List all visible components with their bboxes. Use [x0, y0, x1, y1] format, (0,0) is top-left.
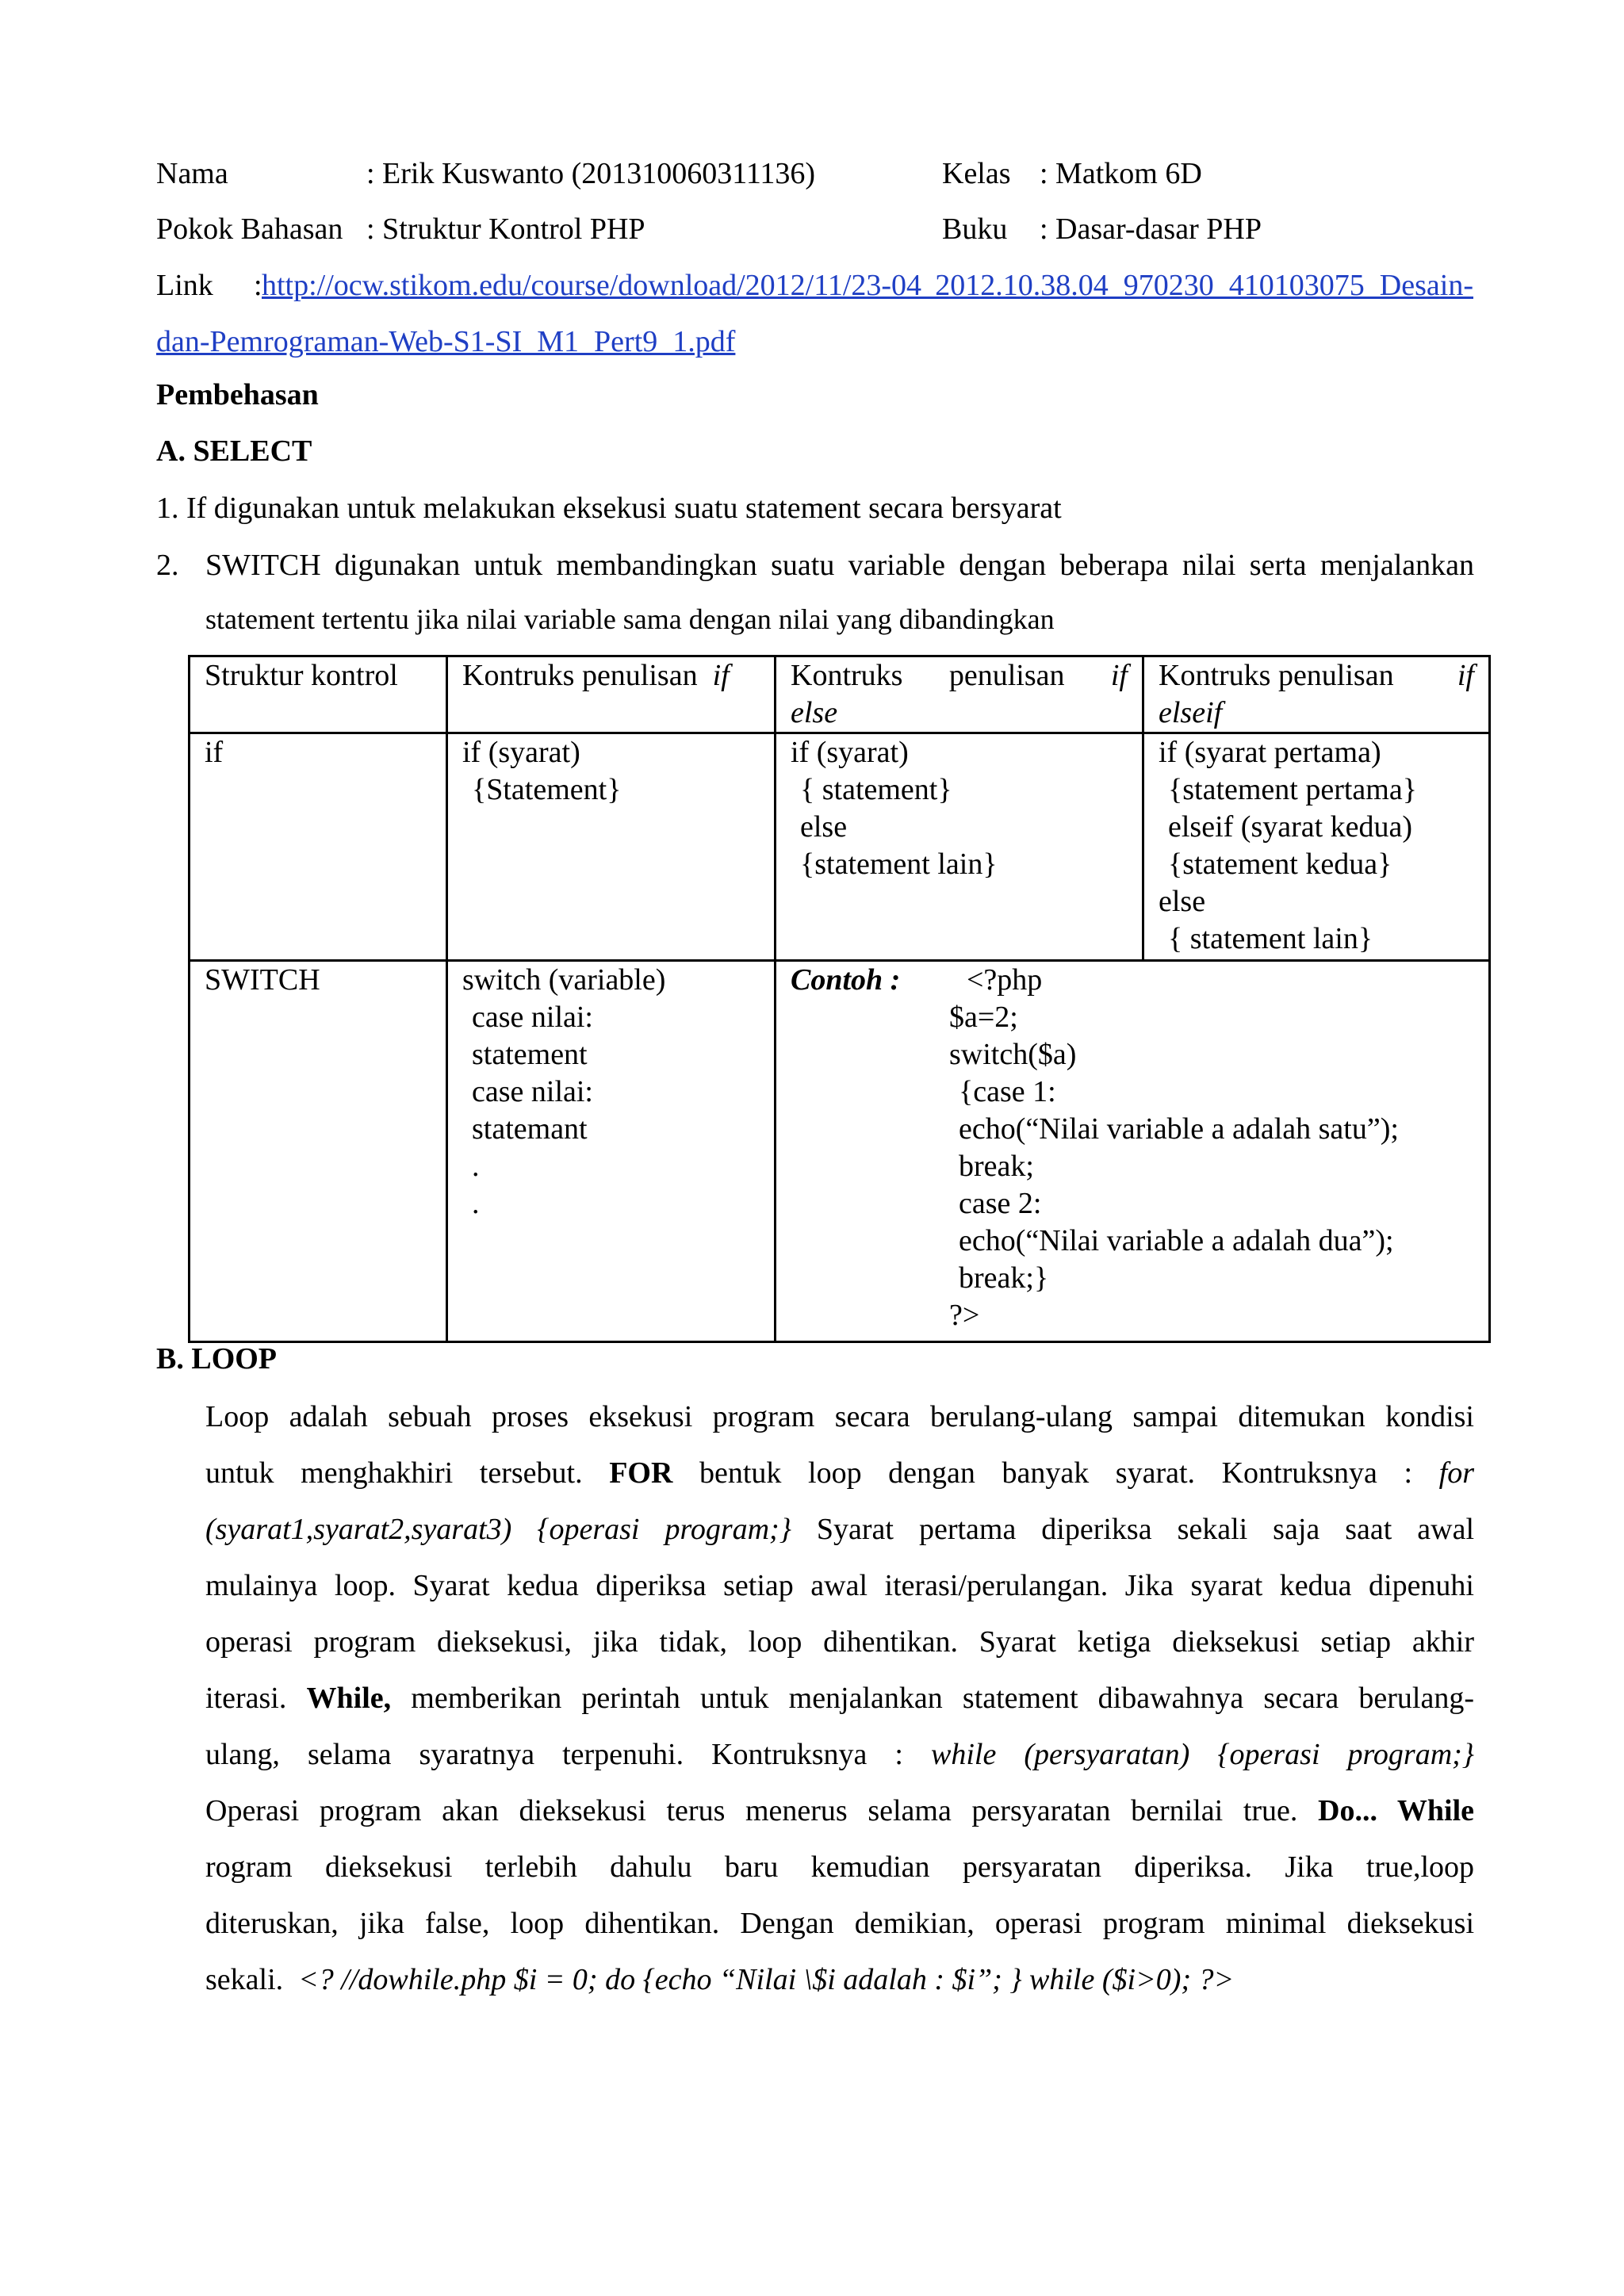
code-line: case 2:: [959, 1187, 1042, 1220]
buku-label: Buku: [942, 212, 1008, 246]
loop-line-7-em: while (persyaratan) {operasi program;}: [931, 1738, 1474, 1771]
loop-line-9: [205, 1839, 1474, 1896]
row-if-label: if: [205, 736, 224, 769]
header-elseif-em2: elseif: [1159, 696, 1223, 729]
kelas-value: : Matkom 6D: [1040, 157, 1202, 190]
code-line: ?>: [949, 1299, 980, 1332]
row-if-col2-line: {Statement}: [472, 773, 622, 806]
loop-line-2-a: untuk menghakhiri tersebut.: [205, 1456, 583, 1490]
loop-for-keyword: FOR: [609, 1456, 673, 1490]
row-if-col4-line: {statement kedua}: [1168, 848, 1392, 881]
header-elseif-line-1: [1159, 657, 1474, 695]
row-switch-label: SWITCH: [205, 963, 320, 997]
buku-value: : Dasar-dasar PHP: [1040, 212, 1262, 246]
loop-dowhile-keyword: Do... While: [1318, 1794, 1474, 1827]
loop-line-1: [205, 1389, 1474, 1445]
loop-line-11-em: <? //dowhile.php $i = 0; do {echo “Nilai \$i adalah : $i”; } while ($i>0); ?>: [298, 1963, 1235, 1996]
header-ifelse-a: Kontruks: [791, 659, 903, 692]
loop-line-3-em: (syarat1,syarat2,syarat3) {operasi program;}: [205, 1513, 791, 1546]
loop-line-11: [205, 1952, 1474, 2008]
loop-line-4: [205, 1558, 1474, 1614]
row-switch-label-cell: [190, 961, 447, 1342]
control-structure-table: [188, 655, 1491, 1343]
row-if-col4-line: else: [1159, 885, 1206, 918]
kelas-label: Kelas: [942, 157, 1011, 190]
nama-value: : Erik Kuswanto (201310060311136): [366, 157, 816, 190]
loop-line-6-b: memberikan perintah untuk menjalankan statement dibawahnya secara berulang-: [411, 1682, 1475, 1715]
row-switch-col2-line: switch (variable): [462, 963, 666, 997]
header-cell-if: [447, 656, 776, 733]
section-a-item-1: 1. If digunakan untuk melakukan eksekusi suatu statement secara bersyarat: [156, 492, 1062, 525]
row-if-col4-line: if (syarat pertama): [1159, 736, 1381, 769]
loop-line-7-a: ulang, selama syaratnya terpenuhi. Kontruksnya :: [205, 1738, 903, 1771]
loop-line-8: [205, 1783, 1474, 1839]
code-line: break;: [959, 1150, 1034, 1183]
row-switch-col2-line: statemant: [472, 1112, 588, 1146]
section-a-item-2-number: 2.: [156, 549, 179, 582]
loop-line-11-a: sekali.: [205, 1963, 284, 1996]
section-a-item-2-line-2: statement tertentu jika nilai variable sama dengan nilai yang dibandingkan: [205, 603, 1055, 635]
row-if-col3-line: {statement lain}: [800, 848, 998, 881]
code-line: break;}: [959, 1261, 1049, 1295]
header-cell-if-else: [776, 656, 1143, 733]
loop-line-8-a: Operasi program akan dieksekusi terus menerus selama persyaratan bernilai true.: [205, 1794, 1298, 1827]
header-ifelse-em2: else: [791, 696, 838, 729]
loop-line-2-b: bentuk loop dengan banyak syarat. Kontruksnya :: [699, 1456, 1413, 1490]
row-if-label-cell: [190, 733, 447, 961]
table-header-row: [190, 656, 1490, 733]
loop-line-10: [205, 1896, 1474, 1952]
link-url-line-1[interactable]: http://ocw.stikom.edu/course/download/2012/11/23-04 2012.10.38.04_970230_410103075_Desain-: [262, 269, 1473, 302]
link-url-line-2[interactable]: dan-Pemrograman-Web-S1-SI_M1_Pert9_1.pdf: [156, 325, 736, 358]
row-if-col2-line: if (syarat): [462, 736, 580, 769]
contoh-label: Contoh :: [791, 963, 901, 997]
loop-line-5-text: operasi program dieksekusi, jika tidak, loop dihentikan. Syarat ketiga dieksekusi setiap akhir: [205, 1625, 1474, 1659]
pokok-value: : Struktur Kontrol PHP: [366, 212, 645, 246]
row-switch-col2-line: .: [472, 1150, 480, 1183]
row-switch-col2-line: statement: [472, 1038, 588, 1071]
code-line: {case 1:: [959, 1075, 1056, 1108]
row-switch-col2-line: case nilai:: [472, 1075, 593, 1108]
row-switch-example-cell: [776, 961, 1490, 1342]
row-if-col3-line: else: [800, 810, 848, 844]
header-cell-struktur: [190, 656, 447, 733]
table-row-switch: [190, 961, 1490, 1342]
header-elseif-em1: if: [1457, 659, 1474, 692]
section-a-title: A. SELECT: [156, 434, 312, 468]
pokok-label: Pokok Bahasan: [156, 212, 343, 246]
row-switch-col2: [447, 961, 776, 1342]
loop-line-3-b: Syarat pertama diperiksa sekali saja saat awal: [816, 1513, 1475, 1546]
header-ifelse-b: penulisan: [948, 659, 1065, 692]
row-if-col4-line: elseif (syarat kedua): [1168, 810, 1413, 844]
link-colon: :: [254, 269, 262, 302]
row-if-col4-line: { statement lain}: [1168, 922, 1373, 955]
loop-while-keyword: While,: [306, 1682, 392, 1715]
section-a-item-2-line-1: SWITCH digunakan untuk membandingkan suatu variable dengan beberapa nilai serta menjalankan: [205, 549, 1474, 582]
section-b-title: B. LOOP: [156, 1342, 278, 1376]
loop-line-3: [205, 1502, 1474, 1558]
row-if-col2: [447, 733, 776, 961]
code-line: <?php: [967, 963, 1043, 997]
loop-line-9-text: rogram dieksekusi terlebih dahulu baru kemudian persyaratan diperiksa. Jika true,loop: [205, 1850, 1474, 1884]
header-ifelse-em1: if: [1110, 659, 1128, 692]
loop-line-1-text: Loop adalah sebuah proses eksekusi program secara berulang-ulang sampai ditemukan kondisi: [205, 1400, 1474, 1433]
loop-line-6: [205, 1670, 1474, 1727]
header-if-em: if: [712, 659, 730, 692]
row-if-col3-line: if (syarat): [791, 736, 909, 769]
loop-line-10-text: diteruskan, jika false, loop dihentikan. Dengan demikian, operasi program minimal dieksekusi: [205, 1907, 1474, 1940]
loop-line-5: [205, 1614, 1474, 1670]
loop-line-6-a: iterasi.: [205, 1682, 287, 1715]
header-cell-if-elseif: [1143, 656, 1490, 733]
code-line: switch($a): [949, 1038, 1077, 1071]
header-ifelse-line-1: [791, 657, 1128, 695]
loop-line-4-text: mulainya loop. Syarat kedua diperiksa setiap awal iterasi/perulangan. Jika syarat kedua dipenuhi: [205, 1569, 1474, 1602]
loop-line-7: [205, 1727, 1474, 1783]
row-if-col4-line: {statement pertama}: [1168, 773, 1417, 806]
row-if-col3: [776, 733, 1143, 961]
link-label: Link: [156, 269, 213, 302]
loop-line-2: [205, 1445, 1474, 1502]
row-switch-col2-line: case nilai:: [472, 1001, 593, 1034]
table-row-if: [190, 733, 1490, 961]
row-if-col3-line: { statement}: [800, 773, 952, 806]
nama-label: Nama: [156, 157, 228, 190]
pembahasan-heading: Pembehasan: [156, 378, 319, 411]
header-if-main: Kontruks penulisan: [462, 659, 698, 692]
loop-line-2-em: for: [1438, 1456, 1475, 1490]
code-line: echo(“Nilai variable a adalah dua”);: [959, 1224, 1394, 1257]
header-struktur-text: Struktur kontrol: [205, 659, 398, 692]
header-if-line: [462, 657, 760, 695]
header-elseif-main: Kontruks penulisan: [1159, 659, 1394, 692]
row-switch-col2-line: .: [472, 1187, 480, 1220]
row-if-col4: [1143, 733, 1490, 961]
code-line: echo(“Nilai variable a adalah satu”);: [959, 1112, 1399, 1146]
code-line: $a=2;: [949, 1001, 1018, 1034]
